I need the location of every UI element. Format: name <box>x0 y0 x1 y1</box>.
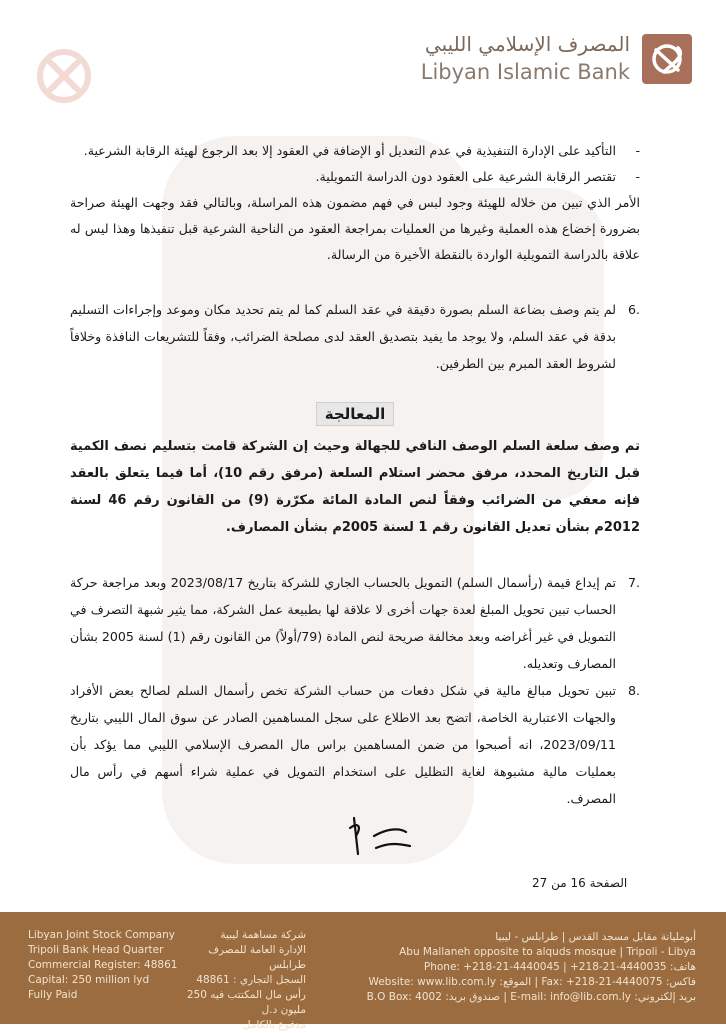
numbered-item-7 <box>70 569 640 677</box>
explanation-paragraph: الأمر الذي تبين من خلاله للهيئة وجود لبس في فهم مضمون هذه المراسلة، وبالتالي فقد وجهت الهيئة صراحة بضرورة إخضاع هذه العملية وغيرها من العمليات بمراجعة العقود من الناحية الشرعية قبل تنفيذها وهذا ليس له علاقة بالدراسة التمويلية الواردة بالنقطة الأخيرة من الرسالة. <box>70 195 640 262</box>
brand-header <box>392 30 692 90</box>
brand-name-arabic: المصرف الإسلامي الليبي <box>424 32 630 56</box>
footer-company-english: Libyan Joint Stock Company Tripoli Bank Head Quarter Commercial Register: 48861 Capital: 250 million lyd Fully Paid <box>28 929 178 1001</box>
bullet-item: - تقتصر الرقابة الشرعية على العقود دون الدراسة التمويلية. <box>315 169 640 184</box>
footer-contact <box>366 930 696 1005</box>
footer-address-english: Abu Mallaneh opposite to alquds mosque | Tripoli - Libya <box>399 946 696 958</box>
item-number: .8 <box>627 683 640 698</box>
faded-logo-icon <box>28 40 100 112</box>
footer-fax-website: Website: www.lib.com.ly :الموقع | Fax: +218-21-4440075 :فاكس <box>368 976 696 988</box>
document-body <box>70 138 640 812</box>
section-heading: المعالجة <box>70 401 640 427</box>
numbered-item-8 <box>70 677 640 812</box>
bullet-item: - التأكيد على الإدارة التنفيذية في عدم التعديل أو الإضافة في العقود إلا بعد الرجوع لهيئة الرقابة الشرعية. <box>83 143 640 158</box>
bullet-text: التأكيد على الإدارة التنفيذية في عدم التعديل أو الإضافة في العقود إلا بعد الرجوع لهيئة الرقابة الشرعية. <box>83 143 616 158</box>
footer-company-arabic: شركة مساهمة ليبية الإدارة العامة للمصرف طرابلس السجل التجاري : 48861 رأس مال المكتتب فيه 250 مليون د.ل مدفوع بالكامل <box>186 929 306 1031</box>
item-text: تم إيداع قيمة (رأسمال السلم) التمويل بالحساب الجاري للشركة بتاريخ 2023/08/17 وبعد مراجعة حركة الحساب تبين تحويل المبلغ لعدة جهات أخرى لا علاقة لها بطبيعة عمل الشركة، مما يثير شبهة التصرف في التمويل في غير أغراضه وبعد مخالفة صريحة لنص المادة (79/أولاً) من القانون رقم (1) لسنة 2005 بشأن المصارف وتعديله. <box>70 575 617 671</box>
treatment-paragraph: تم وصف سلعة السلم الوصف النافي للجهالة وحيث إن الشركة قامت بتسليم نصف الكمية قبل التاريخ المحدد، مرفق محضر استلام السلعة (مرفق رقم 10)، أما فيما يتعلق بالعقد فإنه معفي من الضرائب وفقاً لنص المادة المائة مكرّرة (9) من القانون رقم 46 لسنة 2012م بشأن تعديل القانون رقم 1 لسنة 2005م بشأن المصارف. <box>70 439 640 535</box>
bank-logo-icon <box>642 34 692 84</box>
footer-phone: Phone: +218-21-4440045 | +218-21-4440035 :هاتف <box>423 961 696 973</box>
page-number: الصفحة 16 من 27 <box>532 876 628 890</box>
bullet-text: تقتصر الرقابة الشرعية على العقود دون الدراسة التمويلية. <box>315 169 616 184</box>
item-text: لم يتم وصف بضاعة السلم بصورة دقيقة في عقد السلم كما لم يتم تحديد مكان وموعد وإجراءات التسليم بدقة في عقد السلم، ولا يوجد ما يفيد بتصديق العقد لدى مصلحة الضرائب، وفقاً للتشريعات النافذة وخلافاً لشروط العقد المبرم بين الطرفين. <box>70 302 616 371</box>
signature-mark-icon <box>340 806 420 866</box>
brand-name-english: Libyan Islamic Bank <box>420 60 630 84</box>
footer <box>0 912 726 1031</box>
footer-box-email: B.O Box: 4002 :صندوق بريد | E-mail: info@lib.com.ly :بريد إلكتروني <box>366 991 696 1003</box>
footer-address-arabic: أبومليانة مقابل مسجد القدس | طرابلس - ليبيا <box>495 931 696 943</box>
item-text: تبين تحويل مبالغ مالية في شكل دفعات من حساب الشركة تخص رأسمال السلم لصالح بعض الأفراد والجهات الاعتبارية الخاصة، اتضح بعد الاطلاع على سجل المساهمين الصادر عن سوق المال الليبي بتاريخ 2023/09/11، انه أصبحوا من ضمن المساهمين براس مال المصرف الإسلامي الليبي مما يؤكد بأن بعمليات مالية مشبوهة لغاية التظليل على استخدام التمويل في عملية شراء أسهم في رأس مال المصرف. <box>70 683 616 806</box>
item-number: .6 <box>627 302 640 317</box>
numbered-item-6 <box>70 296 640 377</box>
item-number: .7 <box>627 575 640 590</box>
